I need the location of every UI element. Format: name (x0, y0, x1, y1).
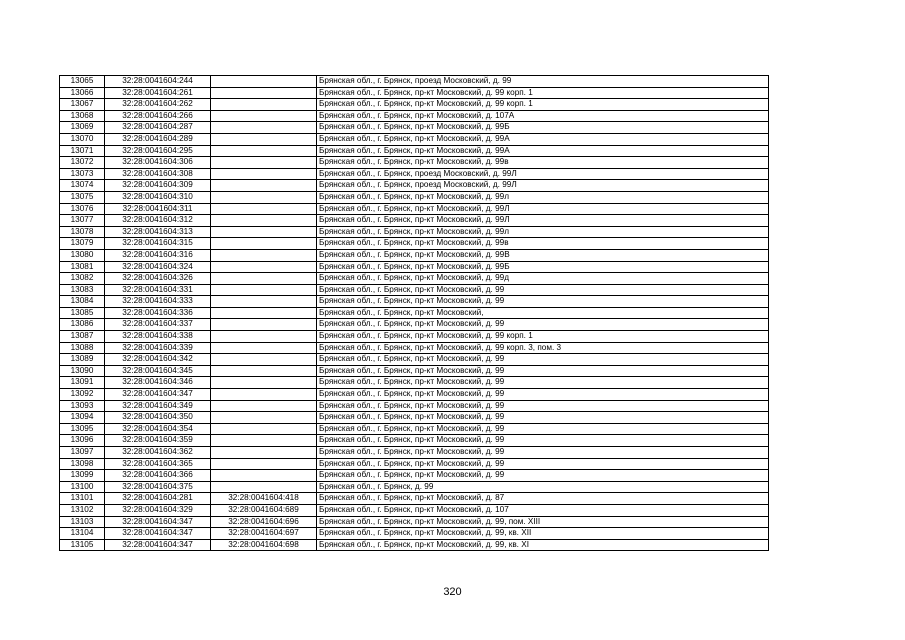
related-cadastral-number-cell: 32:28:0041604:696 (211, 516, 317, 528)
table-row (60, 493, 769, 505)
related-cadastral-number-cell (211, 423, 317, 435)
cadastral-number-cell: 32:28:0041604:289 (105, 133, 211, 145)
row-number-cell: 13088 (60, 342, 105, 354)
row-number-cell: 13068 (60, 110, 105, 122)
cadastral-number-cell: 32:28:0041604:350 (105, 412, 211, 424)
cadastral-number-cell: 32:28:0041604:281 (105, 493, 211, 505)
address-cell: Брянская обл., г. Брянск, пр-кт Московский, д. 99 (317, 435, 769, 447)
address-cell: Брянская обл., г. Брянск, пр-кт Московский, д. 99в (317, 157, 769, 169)
address-cell: Брянская обл., г. Брянск, пр-кт Московский, д. 99 (317, 423, 769, 435)
cadastral-number-cell: 32:28:0041604:365 (105, 458, 211, 470)
cadastral-number-cell: 32:28:0041604:262 (105, 99, 211, 111)
table-row (60, 76, 769, 88)
cadastral-number-cell: 32:28:0041604:366 (105, 470, 211, 482)
cadastral-number-cell: 32:28:0041604:354 (105, 423, 211, 435)
address-cell: Брянская обл., г. Брянск, пр-кт Московский, д. 99Л (317, 203, 769, 215)
address-cell: Брянская обл., г. Брянск, пр-кт Московский, д. 99 корп. 1 (317, 331, 769, 343)
address-cell: Брянская обл., г. Брянск, пр-кт Московский, д. 99 корп. 1 (317, 87, 769, 99)
row-number-cell: 13076 (60, 203, 105, 215)
cadastral-number-cell: 32:28:0041604:331 (105, 284, 211, 296)
address-cell: Брянская обл., г. Брянск, пр-кт Московский, д. 99 (317, 354, 769, 366)
table-row (60, 539, 769, 551)
row-number-cell: 13102 (60, 504, 105, 516)
address-cell: Брянская обл., г. Брянск, пр-кт Московский, д. 99Б (317, 261, 769, 273)
related-cadastral-number-cell (211, 215, 317, 227)
address-cell: Брянская обл., г. Брянск, пр-кт Московский, д. 99Л (317, 215, 769, 227)
related-cadastral-number-cell (211, 470, 317, 482)
related-cadastral-number-cell (211, 458, 317, 470)
cadastral-number-cell: 32:28:0041604:337 (105, 319, 211, 331)
cadastral-number-cell: 32:28:0041604:309 (105, 180, 211, 192)
row-number-cell: 13100 (60, 481, 105, 493)
cadastral-number-cell: 32:28:0041604:347 (105, 539, 211, 551)
address-cell: Брянская обл., г. Брянск, пр-кт Московский, д. 99 (317, 319, 769, 331)
related-cadastral-number-cell (211, 400, 317, 412)
table-row (60, 110, 769, 122)
table-row (60, 122, 769, 134)
related-cadastral-number-cell (211, 180, 317, 192)
row-number-cell: 13085 (60, 307, 105, 319)
cadastral-number-cell: 32:28:0041604:333 (105, 296, 211, 308)
address-cell: Брянская обл., г. Брянск, пр-кт Московский, д. 99, кв. XII (317, 528, 769, 540)
table-row (60, 261, 769, 273)
address-cell: Брянская обл., г. Брянск, пр-кт Московский, д. 99 (317, 470, 769, 482)
row-number-cell: 13070 (60, 133, 105, 145)
address-cell: Брянская обл., г. Брянск, пр-кт Московский, д. 99А (317, 133, 769, 145)
row-number-cell: 13089 (60, 354, 105, 366)
table-row (60, 273, 769, 285)
address-cell: Брянская обл., г. Брянск, пр-кт Московский, д. 99, пом. XIII (317, 516, 769, 528)
row-number-cell: 13093 (60, 400, 105, 412)
row-number-cell: 13075 (60, 191, 105, 203)
related-cadastral-number-cell (211, 99, 317, 111)
cadastral-number-cell: 32:28:0041604:306 (105, 157, 211, 169)
table-row (60, 157, 769, 169)
related-cadastral-number-cell (211, 342, 317, 354)
related-cadastral-number-cell (211, 273, 317, 285)
address-cell: Брянская обл., г. Брянск, пр-кт Московский, д. 99 (317, 284, 769, 296)
related-cadastral-number-cell (211, 168, 317, 180)
related-cadastral-number-cell (211, 133, 317, 145)
table-row (60, 99, 769, 111)
address-cell: Брянская обл., г. Брянск, пр-кт Московский, (317, 307, 769, 319)
row-number-cell: 13104 (60, 528, 105, 540)
address-cell: Брянская обл., г. Брянск, пр-кт Московский, д. 99 корп. 1 (317, 99, 769, 111)
row-number-cell: 13101 (60, 493, 105, 505)
address-cell: Брянская обл., г. Брянск, пр-кт Московский, д. 99л (317, 226, 769, 238)
related-cadastral-number-cell (211, 110, 317, 122)
related-cadastral-number-cell (211, 307, 317, 319)
row-number-cell: 13081 (60, 261, 105, 273)
related-cadastral-number-cell (211, 481, 317, 493)
related-cadastral-number-cell (211, 319, 317, 331)
cadastral-number-cell: 32:28:0041604:308 (105, 168, 211, 180)
row-number-cell: 13095 (60, 423, 105, 435)
row-number-cell: 13078 (60, 226, 105, 238)
cadastral-number-cell: 32:28:0041604:345 (105, 365, 211, 377)
related-cadastral-number-cell: 32:28:0041604:698 (211, 539, 317, 551)
address-cell: Брянская обл., г. Брянск, проезд Московский, д. 99Л (317, 168, 769, 180)
cadastral-number-cell: 32:28:0041604:342 (105, 354, 211, 366)
table-row (60, 365, 769, 377)
related-cadastral-number-cell (211, 296, 317, 308)
address-cell: Брянская обл., г. Брянск, пр-кт Московский, д. 107 (317, 504, 769, 516)
row-number-cell: 13083 (60, 284, 105, 296)
table-row (60, 481, 769, 493)
address-cell: Брянская обл., г. Брянск, пр-кт Московский, д. 99 корп. 3, пом. 3 (317, 342, 769, 354)
related-cadastral-number-cell: 32:28:0041604:697 (211, 528, 317, 540)
cadastral-number-cell: 32:28:0041604:347 (105, 528, 211, 540)
related-cadastral-number-cell: 32:28:0041604:418 (211, 493, 317, 505)
table-row (60, 226, 769, 238)
related-cadastral-number-cell (211, 365, 317, 377)
address-cell: Брянская обл., г. Брянск, пр-кт Московский, д. 99д (317, 273, 769, 285)
row-number-cell: 13080 (60, 249, 105, 261)
related-cadastral-number-cell (211, 447, 317, 459)
related-cadastral-number-cell (211, 226, 317, 238)
address-cell: Брянская обл., г. Брянск, пр-кт Московский, д. 99л (317, 191, 769, 203)
table-row (60, 528, 769, 540)
table-row (60, 354, 769, 366)
register-body (60, 76, 769, 551)
cadastral-number-cell: 32:28:0041604:339 (105, 342, 211, 354)
row-number-cell: 13092 (60, 389, 105, 401)
table-row (60, 249, 769, 261)
cadastral-number-cell: 32:28:0041604:266 (105, 110, 211, 122)
page-number: 320 (443, 586, 462, 598)
cadastral-number-cell: 32:28:0041604:349 (105, 400, 211, 412)
cadastral-number-cell: 32:28:0041604:316 (105, 249, 211, 261)
table-row (60, 168, 769, 180)
related-cadastral-number-cell (211, 145, 317, 157)
address-cell: Брянская обл., г. Брянск, пр-кт Московский, д. 99 (317, 458, 769, 470)
row-number-cell: 13067 (60, 99, 105, 111)
cadastral-number-cell: 32:28:0041604:347 (105, 389, 211, 401)
address-cell: Брянская обл., г. Брянск, пр-кт Московский, д. 99В (317, 249, 769, 261)
table-row (60, 180, 769, 192)
cadastral-number-cell: 32:28:0041604:315 (105, 238, 211, 250)
table-row (60, 377, 769, 389)
cadastral-number-cell: 32:28:0041604:310 (105, 191, 211, 203)
address-cell: Брянская обл., г. Брянск, пр-кт Московский, д. 99 (317, 365, 769, 377)
address-cell: Брянская обл., г. Брянск, пр-кт Московский, д. 99 (317, 412, 769, 424)
row-number-cell: 13071 (60, 145, 105, 157)
row-number-cell: 13097 (60, 447, 105, 459)
address-cell: Брянская обл., г. Брянск, проезд Московский, д. 99Л (317, 180, 769, 192)
address-cell: Брянская обл., г. Брянск, пр-кт Московский, д. 99в (317, 238, 769, 250)
address-cell: Брянская обл., г. Брянск, проезд Московский, д. 99 (317, 76, 769, 88)
row-number-cell: 13098 (60, 458, 105, 470)
related-cadastral-number-cell (211, 157, 317, 169)
cadastral-number-cell: 32:28:0041604:261 (105, 87, 211, 99)
table-row (60, 516, 769, 528)
address-cell: Брянская обл., г. Брянск, пр-кт Московский, д. 99, кв. XI (317, 539, 769, 551)
row-number-cell: 13082 (60, 273, 105, 285)
row-number-cell: 13087 (60, 331, 105, 343)
address-cell: Брянская обл., г. Брянск, пр-кт Московский, д. 87 (317, 493, 769, 505)
row-number-cell: 13073 (60, 168, 105, 180)
cadastral-number-cell: 32:28:0041604:287 (105, 122, 211, 134)
related-cadastral-number-cell (211, 284, 317, 296)
address-cell: Брянская обл., г. Брянск, пр-кт Московский, д. 99 (317, 377, 769, 389)
cadastral-number-cell: 32:28:0041604:347 (105, 516, 211, 528)
table-row (60, 284, 769, 296)
table-row (60, 342, 769, 354)
cadastral-number-cell: 32:28:0041604:295 (105, 145, 211, 157)
related-cadastral-number-cell (211, 354, 317, 366)
related-cadastral-number-cell (211, 435, 317, 447)
table-row (60, 319, 769, 331)
cadastral-number-cell: 32:28:0041604:329 (105, 504, 211, 516)
row-number-cell: 13103 (60, 516, 105, 528)
table-row (60, 296, 769, 308)
row-number-cell: 13084 (60, 296, 105, 308)
table-row (60, 215, 769, 227)
row-number-cell: 13094 (60, 412, 105, 424)
address-cell: Брянская обл., г. Брянск, пр-кт Московский, д. 99 (317, 447, 769, 459)
address-cell: Брянская обл., г. Брянск, пр-кт Московский, д. 107А (317, 110, 769, 122)
address-cell: Брянская обл., г. Брянск, пр-кт Московский, д. 99 (317, 296, 769, 308)
row-number-cell: 13099 (60, 470, 105, 482)
cadastral-number-cell: 32:28:0041604:326 (105, 273, 211, 285)
table-row (60, 504, 769, 516)
address-cell: Брянская обл., г. Брянск, пр-кт Московский, д. 99А (317, 145, 769, 157)
cadastral-number-cell: 32:28:0041604:375 (105, 481, 211, 493)
table-row (60, 203, 769, 215)
table-row (60, 423, 769, 435)
table-row (60, 470, 769, 482)
cadastral-number-cell: 32:28:0041604:244 (105, 76, 211, 88)
row-number-cell: 13065 (60, 76, 105, 88)
related-cadastral-number-cell (211, 249, 317, 261)
row-number-cell: 13074 (60, 180, 105, 192)
row-number-cell: 13086 (60, 319, 105, 331)
address-cell: Брянская обл., г. Брянск, д. 99 (317, 481, 769, 493)
table-row (60, 145, 769, 157)
table-row (60, 400, 769, 412)
table-row (60, 191, 769, 203)
row-number-cell: 13096 (60, 435, 105, 447)
row-number-cell: 13079 (60, 238, 105, 250)
cadastral-register-table (59, 75, 769, 551)
table-row (60, 447, 769, 459)
row-number-cell: 13091 (60, 377, 105, 389)
related-cadastral-number-cell (211, 412, 317, 424)
row-number-cell: 13072 (60, 157, 105, 169)
cadastral-number-cell: 32:28:0041604:346 (105, 377, 211, 389)
address-cell: Брянская обл., г. Брянск, пр-кт Московский, д. 99 (317, 400, 769, 412)
table-row (60, 389, 769, 401)
related-cadastral-number-cell (211, 87, 317, 99)
cadastral-number-cell: 32:28:0041604:313 (105, 226, 211, 238)
related-cadastral-number-cell (211, 191, 317, 203)
table-row (60, 412, 769, 424)
cadastral-number-cell: 32:28:0041604:324 (105, 261, 211, 273)
table-row (60, 307, 769, 319)
related-cadastral-number-cell (211, 238, 317, 250)
row-number-cell: 13069 (60, 122, 105, 134)
row-number-cell: 13077 (60, 215, 105, 227)
address-cell: Брянская обл., г. Брянск, пр-кт Московский, д. 99Б (317, 122, 769, 134)
cadastral-number-cell: 32:28:0041604:336 (105, 307, 211, 319)
related-cadastral-number-cell (211, 203, 317, 215)
cadastral-number-cell: 32:28:0041604:311 (105, 203, 211, 215)
related-cadastral-number-cell (211, 377, 317, 389)
row-number-cell: 13090 (60, 365, 105, 377)
row-number-cell: 13105 (60, 539, 105, 551)
address-cell: Брянская обл., г. Брянск, пр-кт Московский, д. 99 (317, 389, 769, 401)
cadastral-number-cell: 32:28:0041604:359 (105, 435, 211, 447)
related-cadastral-number-cell (211, 122, 317, 134)
table-row (60, 458, 769, 470)
related-cadastral-number-cell (211, 389, 317, 401)
table-row (60, 238, 769, 250)
table-row (60, 87, 769, 99)
table-row (60, 331, 769, 343)
table-row (60, 133, 769, 145)
row-number-cell: 13066 (60, 87, 105, 99)
related-cadastral-number-cell: 32:28:0041604:689 (211, 504, 317, 516)
table-row (60, 435, 769, 447)
related-cadastral-number-cell (211, 76, 317, 88)
cadastral-number-cell: 32:28:0041604:362 (105, 447, 211, 459)
cadastral-number-cell: 32:28:0041604:312 (105, 215, 211, 227)
related-cadastral-number-cell (211, 331, 317, 343)
cadastral-number-cell: 32:28:0041604:338 (105, 331, 211, 343)
related-cadastral-number-cell (211, 261, 317, 273)
